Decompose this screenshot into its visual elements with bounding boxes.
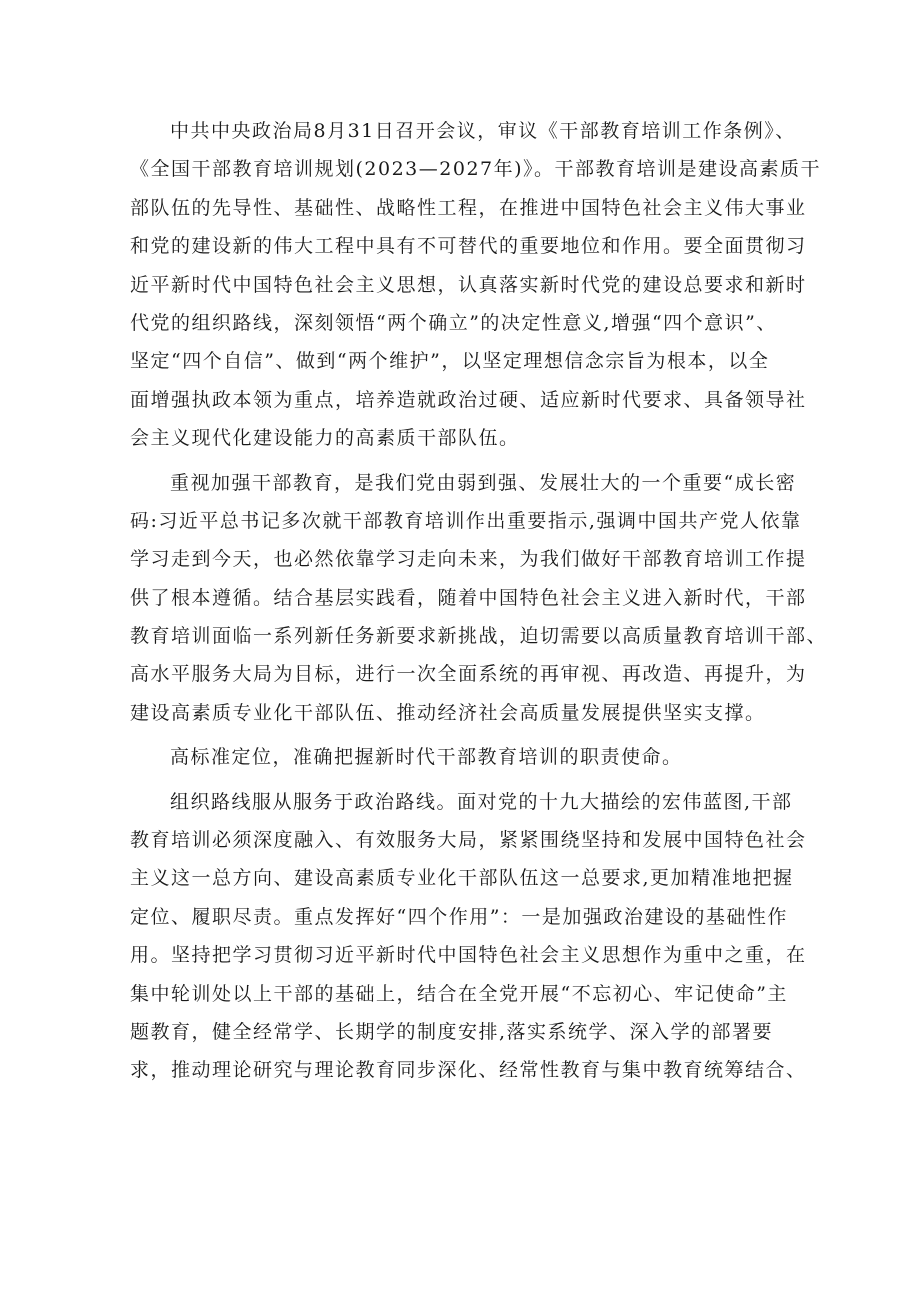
text-line: 集中轮训处以上干部的基础上，结合在全党开展“不忘初心、牢记使命”主 bbox=[130, 982, 788, 1005]
paragraph-3 bbox=[130, 783, 807, 1090]
text-line: 求，推动理论研究与理论教育同步深化、经常性教育与集中教育统筹结合、 bbox=[130, 1059, 807, 1082]
text-line: 重视加强干部教育，是我们党由弱到强、发展壮大的一个重要“成长密 bbox=[170, 471, 797, 494]
text-line: 坚定“四个自信”、做到“两个维护”，以坚定理想信念宗旨为根本，以全 bbox=[130, 350, 770, 373]
paragraph-2 bbox=[130, 464, 828, 733]
text-line: 中共中央政治局8月31日召开会议，审议《干部教育培训工作条例》、 bbox=[170, 120, 796, 142]
text-line: 题教育，健全经常学、长期学的制度安排,落实系统学、深入学的部署要 bbox=[130, 1020, 774, 1043]
text-line: 组织路线服从服务于政治路线。面对党的十九大描绘的宏伟蓝图,干部 bbox=[170, 790, 793, 813]
text-line: 面增强执政本领为重点，培养造就政治过硬、适应新时代要求、具备领导社 bbox=[130, 388, 807, 411]
text-line: 代党的组织路线，深刻领悟“两个确立”的决定性意义,增强“四个意识”、 bbox=[130, 311, 777, 334]
text-line: 《全国干部教育培训规划(2023—2027年)》。干部教育培训是建设高素质干 bbox=[130, 158, 822, 181]
text-line: 码:习近平总书记多次就干部教育培训作出重要指示,强调中国共产党人依靠 bbox=[130, 509, 802, 532]
text-line: 用。坚持把学习贯彻习近平新时代中国特色社会主义思想作为重中之重，在 bbox=[130, 944, 807, 967]
text-line: 近平新时代中国特色社会主义思想，认真落实新时代党的建设总要求和新时 bbox=[130, 273, 807, 296]
text-line: 供了根本遵循。结合基层实践看，随着中国特色社会主义进入新时代，干部 bbox=[130, 586, 807, 609]
text-line: 主义这一总方向、建设高素质专业化干部队伍这一总要求,更加精准地把握 bbox=[130, 867, 794, 890]
paragraph-1 bbox=[130, 112, 822, 458]
heading-line: 高标准定位，准确把握新时代干部教育培训的职责使命。 bbox=[170, 746, 683, 769]
text-line: 部队伍的先导性、基础性、战略性工程，在推进中国特色社会主义伟大事业 bbox=[130, 196, 807, 219]
text-line: 定位、履职尽责。重点发挥好“四个作用”：一是加强政治建设的基础性作 bbox=[130, 905, 788, 928]
document-body bbox=[130, 112, 828, 1090]
text-line: 和党的建设新的伟大工程中具有不可替代的重要地位和作用。要全面贯彻习 bbox=[130, 235, 807, 258]
text-line: 高水平服务大局为目标，进行一次全面系统的再审视、再改造、再提升，为 bbox=[130, 663, 807, 686]
text-line: 教育培训面临一系列新任务新要求新挑战，迫切需要以高质量教育培训干部、 bbox=[130, 625, 828, 648]
text-line: 教育培训必须深度融入、有效服务大局，紧紧围绕坚持和发展中国特色社会 bbox=[130, 829, 807, 852]
text-line: 会主义现代化建设能力的高素质干部队伍。 bbox=[130, 427, 520, 450]
text-line: 建设高素质专业化干部队伍、推动经济社会高质量发展提供坚实支撑。 bbox=[130, 701, 766, 724]
text-line: 学习走到今天，也必然依靠学习走向未来，为我们做好干部教育培训工作提 bbox=[130, 548, 807, 571]
section-heading bbox=[130, 738, 800, 776]
